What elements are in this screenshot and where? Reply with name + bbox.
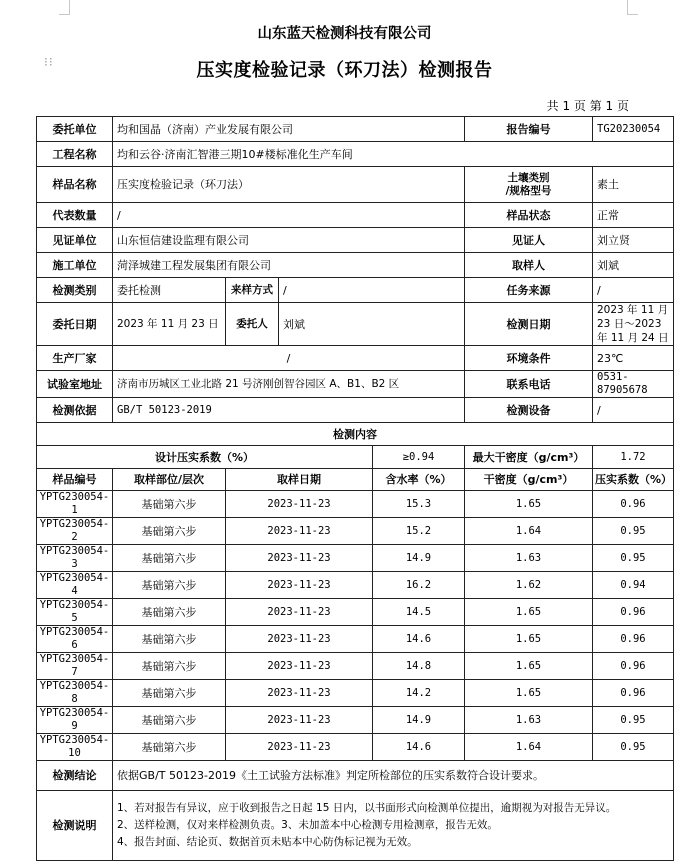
- cell-moisture: 14.6: [373, 626, 465, 653]
- cell-sample-no: YPTG230054-5: [37, 599, 113, 626]
- value-witness-unit: 山东恒信建设监理有限公司: [113, 228, 465, 253]
- cell-sample-no: YPTG230054-4: [37, 572, 113, 599]
- cell-moisture: 16.2: [373, 572, 465, 599]
- value-rep-qty: /: [113, 203, 465, 228]
- table-row: [37, 572, 674, 599]
- cell-sample-no: YPTG230054-1: [37, 491, 113, 518]
- value-design-compaction: ≥0.94: [373, 446, 465, 469]
- col-header: 压实系数（%）: [593, 469, 674, 491]
- table-row: [37, 545, 674, 572]
- test-content-heading: 检测内容: [37, 423, 674, 446]
- notes-block: [113, 791, 674, 861]
- cell-date: 2023-11-23: [226, 653, 373, 680]
- company-name: 山东蓝天检测科技有限公司: [257, 26, 432, 42]
- cell-location: 基础第六步: [113, 572, 226, 599]
- cell-moisture: 14.5: [373, 599, 465, 626]
- cell-date: 2023-11-23: [226, 572, 373, 599]
- cell-compaction: 0.96: [593, 599, 674, 626]
- table-row: [37, 626, 674, 653]
- page-info: 共 1 页 第 1 页: [546, 99, 629, 113]
- page-corner-mark-right: [627, 0, 638, 15]
- table-row: [37, 734, 674, 761]
- value-sample-name: 压实度检验记录（环刀法）: [113, 167, 465, 203]
- col-header: 取样日期: [226, 469, 373, 491]
- label-manufacturer: 生产厂家: [37, 346, 113, 371]
- value-entrust-date: 2023 年 11 月 23 日: [113, 303, 226, 346]
- label-construction-unit: 施工单位: [37, 253, 113, 278]
- cell-location: 基础第六步: [113, 626, 226, 653]
- label-phone: 联系电话: [465, 371, 593, 398]
- cell-location: 基础第六步: [113, 680, 226, 707]
- label-entrust-date: 委托日期: [37, 303, 113, 346]
- cell-date: 2023-11-23: [226, 599, 373, 626]
- cell-date: 2023-11-23: [226, 491, 373, 518]
- label-sample-name: 样品名称: [37, 167, 113, 203]
- cell-dry-density: 1.64: [465, 734, 593, 761]
- note-line: 1、若对报告有异议，应于收到报告之日起 15 日内，以书面形式向检测单位提出，逾期视为对报告无异议。: [117, 802, 617, 814]
- value-project: 均和云谷·济南汇智港三期10#楼标准化生产车间: [113, 142, 674, 167]
- cell-date: 2023-11-23: [226, 626, 373, 653]
- label-witness: 见证人: [465, 228, 593, 253]
- report-table: [36, 116, 674, 861]
- cell-compaction: 0.96: [593, 653, 674, 680]
- label-test-equipment: 检测设备: [465, 398, 593, 423]
- cell-compaction: 0.96: [593, 680, 674, 707]
- cell-location: 基础第六步: [113, 545, 226, 572]
- label-conclusion: 检测结论: [37, 761, 113, 791]
- label-env: 环境条件: [465, 346, 593, 371]
- cell-compaction: 0.96: [593, 491, 674, 518]
- label-delivery-method: 来样方式: [226, 278, 279, 303]
- label-task-source: 任务来源: [465, 278, 593, 303]
- cell-location: 基础第六步: [113, 491, 226, 518]
- value-delivery-method: /: [279, 278, 465, 303]
- value-phone: 0531-87905678: [593, 371, 674, 398]
- table-row: [37, 653, 674, 680]
- cell-dry-density: 1.63: [465, 707, 593, 734]
- value-manufacturer: /: [113, 346, 465, 371]
- label-design-compaction: 设计压实系数（%）: [37, 446, 373, 469]
- cell-moisture: 15.2: [373, 518, 465, 545]
- cell-moisture: 14.9: [373, 545, 465, 572]
- cell-sample-no: YPTG230054-9: [37, 707, 113, 734]
- cell-moisture: 14.2: [373, 680, 465, 707]
- cell-dry-density: 1.62: [465, 572, 593, 599]
- cell-compaction: 0.95: [593, 545, 674, 572]
- cell-dry-density: 1.65: [465, 491, 593, 518]
- value-sampler: 刘斌: [593, 253, 674, 278]
- cell-dry-density: 1.65: [465, 626, 593, 653]
- cell-sample-no: YPTG230054-8: [37, 680, 113, 707]
- cell-compaction: 0.95: [593, 518, 674, 545]
- table-row: [37, 707, 674, 734]
- value-task-source: /: [593, 278, 674, 303]
- value-test-category: 委托检测: [113, 278, 226, 303]
- cell-moisture: 14.8: [373, 653, 465, 680]
- value-test-basis: GB/T 50123-2019: [113, 398, 465, 423]
- value-test-date: 2023 年 11 月 23 日～2023 年 11 月 24 日: [593, 303, 674, 346]
- cell-date: 2023-11-23: [226, 734, 373, 761]
- cell-moisture: 14.6: [373, 734, 465, 761]
- cell-sample-no: YPTG230054-10: [37, 734, 113, 761]
- label-notes: 检测说明: [37, 791, 113, 861]
- label-project: 工程名称: [37, 142, 113, 167]
- label-rep-qty: 代表数量: [37, 203, 113, 228]
- note-line: 2、送样检测，仅对来样检测负责。3、未加盖本中心检测专用检测章，报告无效。: [117, 819, 498, 831]
- col-header: 干密度（g/cm³）: [465, 469, 593, 491]
- table-row: [37, 680, 674, 707]
- table-row: [37, 491, 674, 518]
- cell-date: 2023-11-23: [226, 680, 373, 707]
- value-env: 23℃: [593, 346, 674, 371]
- value-conclusion: 依据GB/T 50123-2019《土工试验方法标准》判定所检部位的压实系数符合设计要求。: [113, 761, 674, 791]
- cell-sample-no: YPTG230054-2: [37, 518, 113, 545]
- table-row: [37, 518, 674, 545]
- value-sample-state: 正常: [593, 203, 674, 228]
- cell-location: 基础第六步: [113, 599, 226, 626]
- label-entrust-person: 委托人: [226, 303, 279, 346]
- table-row: [37, 599, 674, 626]
- value-lab-address: 济南市历城区工业北路 21 号济刚创智谷园区 A、B1、B2 区: [113, 371, 465, 398]
- cell-sample-no: YPTG230054-3: [37, 545, 113, 572]
- cell-dry-density: 1.63: [465, 545, 593, 572]
- value-soil-type: 素土: [593, 167, 674, 203]
- results-header-row: [37, 469, 674, 491]
- cell-sample-no: YPTG230054-6: [37, 626, 113, 653]
- label-test-date: 检测日期: [465, 303, 593, 346]
- col-header: 取样部位/层次: [113, 469, 226, 491]
- report-title: 压实度检验记录（环刀法）检测报告: [196, 60, 493, 81]
- label-lab-address: 试验室地址: [37, 371, 113, 398]
- cell-compaction: 0.94: [593, 572, 674, 599]
- cell-dry-density: 1.65: [465, 653, 593, 680]
- cell-location: 基础第六步: [113, 734, 226, 761]
- cell-compaction: 0.95: [593, 734, 674, 761]
- cell-compaction: 0.95: [593, 707, 674, 734]
- label-test-basis: 检测依据: [37, 398, 113, 423]
- cell-dry-density: 1.64: [465, 518, 593, 545]
- value-client: 均和国晶（济南）产业发展有限公司: [113, 117, 465, 142]
- label-test-category: 检测类别: [37, 278, 113, 303]
- value-report-no: TG20230054: [593, 117, 674, 142]
- label-sampler: 取样人: [465, 253, 593, 278]
- cell-compaction: 0.96: [593, 626, 674, 653]
- label-report-no: 报告编号: [465, 117, 593, 142]
- cell-dry-density: 1.65: [465, 599, 593, 626]
- drag-handle-icon[interactable]: ⁝⁝: [44, 55, 54, 69]
- col-header: 含水率（%）: [373, 469, 465, 491]
- cell-location: 基础第六步: [113, 653, 226, 680]
- value-entrust-person: 刘斌: [279, 303, 465, 346]
- cell-date: 2023-11-23: [226, 707, 373, 734]
- cell-sample-no: YPTG230054-7: [37, 653, 113, 680]
- cell-date: 2023-11-23: [226, 545, 373, 572]
- page-corner-mark-left: [59, 0, 70, 15]
- label-soil-type: 土壤类别 /规格型号: [465, 167, 593, 203]
- cell-location: 基础第六步: [113, 518, 226, 545]
- note-line: 4、报告封面、结论页、数据首页未贴本中心防伪标记视为无效。: [117, 836, 418, 848]
- value-witness: 刘立贤: [593, 228, 674, 253]
- cell-location: 基础第六步: [113, 707, 226, 734]
- cell-moisture: 15.3: [373, 491, 465, 518]
- cell-dry-density: 1.65: [465, 680, 593, 707]
- label-witness-unit: 见证单位: [37, 228, 113, 253]
- label-max-dry-density: 最大干密度（g/cm³）: [465, 446, 593, 469]
- value-max-dry-density: 1.72: [593, 446, 674, 469]
- value-test-equipment: /: [593, 398, 674, 423]
- label-sample-state: 样品状态: [465, 203, 593, 228]
- value-construction-unit: 菏泽城建工程发展集团有限公司: [113, 253, 465, 278]
- cell-moisture: 14.9: [373, 707, 465, 734]
- col-header: 样品编号: [37, 469, 113, 491]
- cell-date: 2023-11-23: [226, 518, 373, 545]
- label-client: 委托单位: [37, 117, 113, 142]
